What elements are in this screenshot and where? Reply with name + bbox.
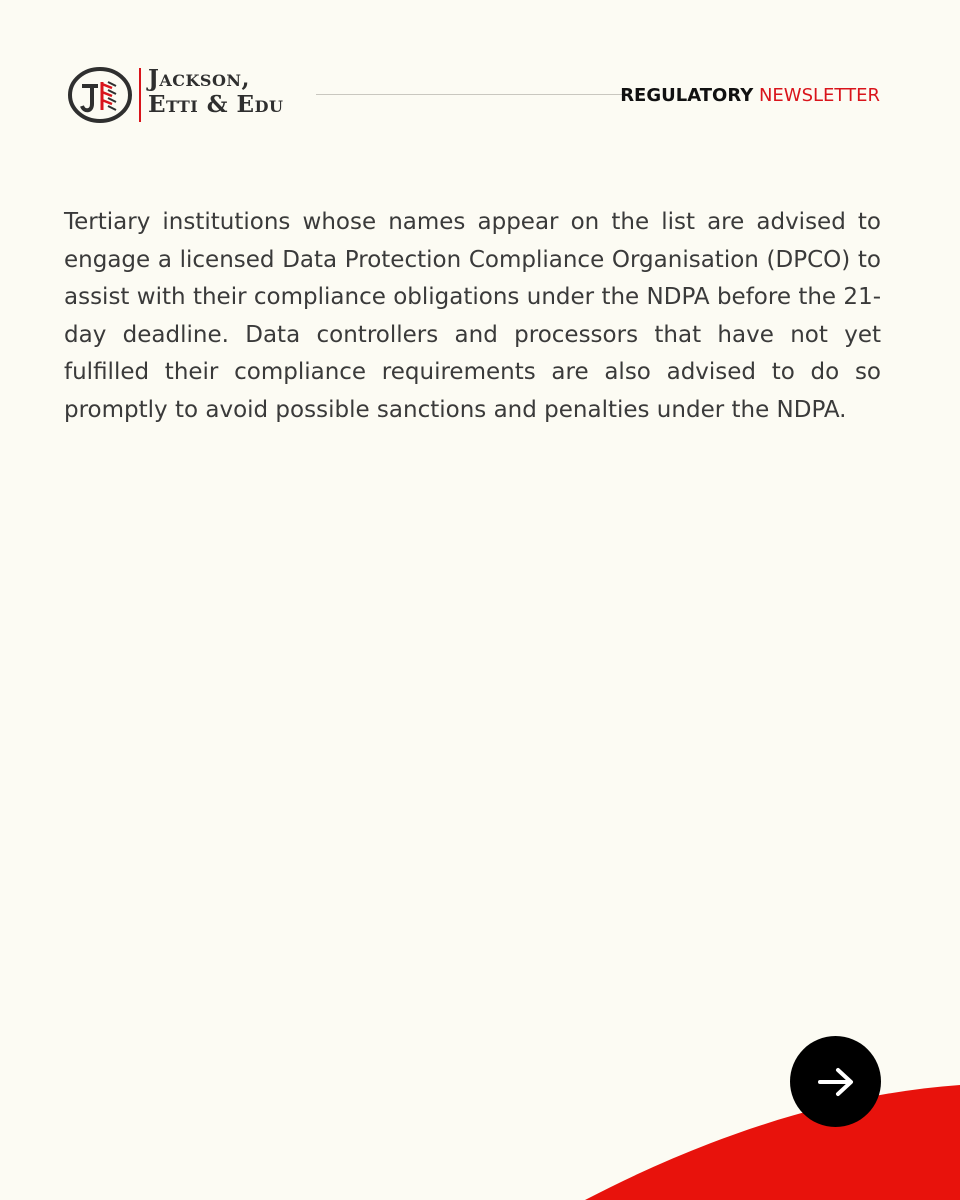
- arrow-right-icon: [814, 1060, 858, 1104]
- firm-logo: [68, 66, 308, 126]
- firm-name-line2: Etti & Edu: [148, 91, 284, 118]
- page-header: [0, 0, 960, 140]
- header-rule: [316, 94, 624, 95]
- logo-divider: [139, 68, 141, 122]
- jee-monogram-icon: [68, 66, 134, 126]
- firm-name: [148, 66, 283, 118]
- label-newsletter: NEWSLETTER: [758, 85, 880, 106]
- firm-name-line1: Jackson,: [148, 65, 251, 92]
- newsletter-label: [620, 84, 880, 108]
- body-paragraph: Tertiary institutions whose names appear on the list are advised to engage a licensed Data Protection Compliance Organisation (DPCO) to assist with their compliance obligations under the NDPA before the 21-day deadline. Data controllers and processors that have not yet fulfilled their compliance requirements are also advised to do so promptly to avoid possible sanctions and penalties under the NDPA.: [64, 209, 881, 423]
- next-slide-button[interactable]: [790, 1036, 881, 1127]
- label-regulatory: REGULATORY: [620, 85, 754, 106]
